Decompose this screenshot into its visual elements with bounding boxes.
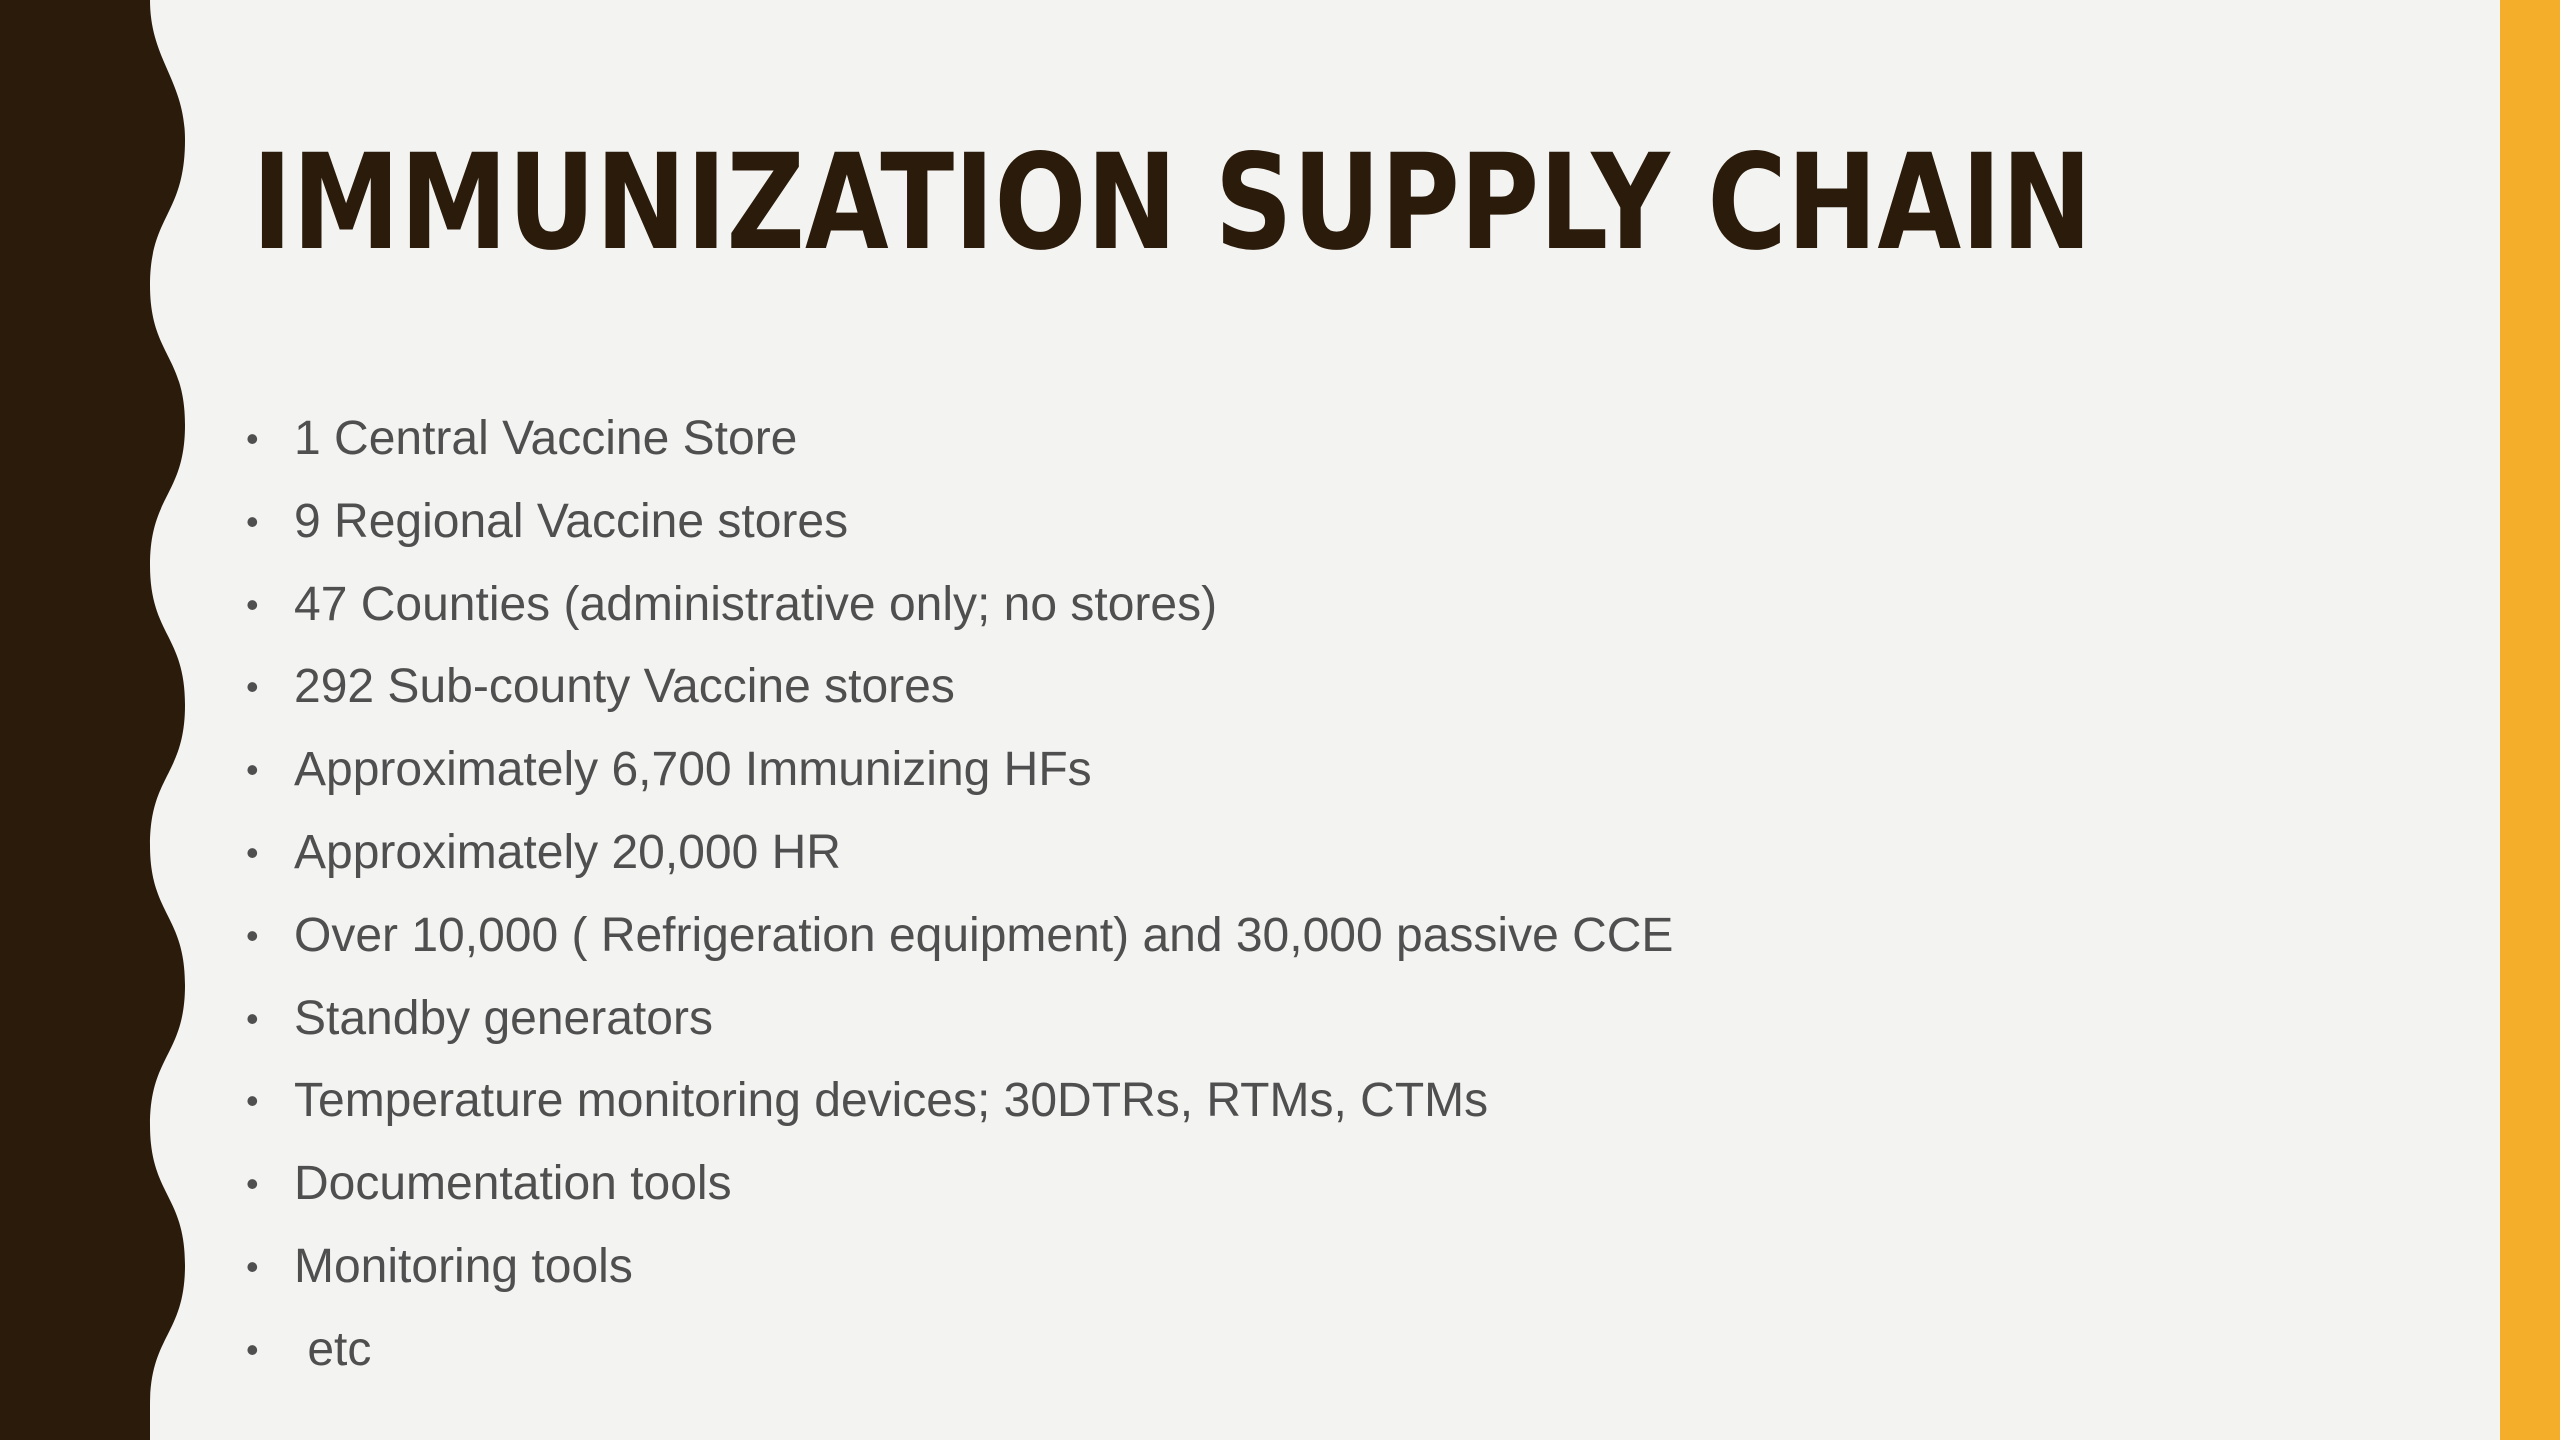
- list-item-text: 292 Sub-county Vaccine stores: [294, 660, 955, 714]
- bullet-icon: •: [246, 1163, 259, 1205]
- bullet-icon: •: [246, 418, 259, 459]
- bullet-icon: •: [246, 666, 259, 708]
- list-item-text: Monitoring tools: [294, 1239, 633, 1293]
- list-item-text: Approximately 20,000 HR: [294, 825, 841, 879]
- bullet-icon: •: [246, 914, 259, 956]
- bullet-icon: •: [246, 1080, 259, 1122]
- slide-title: IMMUNIZATION SUPPLY CHAIN: [252, 126, 2093, 280]
- list-item-text: Approximately 6,700 Immunizing HFs: [294, 743, 1092, 797]
- wavy-band-shape: [0, 0, 185, 1440]
- list-item-text: 47 Counties (administrative only; no stores): [294, 577, 1218, 631]
- list-item-text: etc: [294, 1322, 372, 1376]
- list-item-text: Standby generators: [294, 991, 713, 1045]
- bullet-icon: •: [246, 997, 259, 1039]
- bullet-icon: •: [246, 831, 259, 873]
- list-item-text: 9 Regional Vaccine stores: [294, 494, 849, 548]
- list-item-text: Temperature monitoring devices; 30DTRs, RTMs, CTMs: [294, 1074, 1489, 1128]
- bullet-icon: •: [246, 749, 259, 791]
- wavy-left-band: [0, 0, 200, 1440]
- list-item-text: Over 10,000 ( Refrigeration equipment) and 30,000 passive CCE: [294, 908, 1674, 962]
- list-item-text: 1 Central Vaccine Store: [294, 412, 798, 465]
- accent-right-band: [2500, 0, 2560, 1440]
- bullet-icon: •: [246, 1328, 259, 1370]
- bullet-icon: •: [246, 583, 259, 625]
- bullet-icon: •: [246, 1245, 259, 1287]
- list-item-text: Documentation tools: [294, 1157, 732, 1211]
- bullet-icon: •: [246, 500, 259, 542]
